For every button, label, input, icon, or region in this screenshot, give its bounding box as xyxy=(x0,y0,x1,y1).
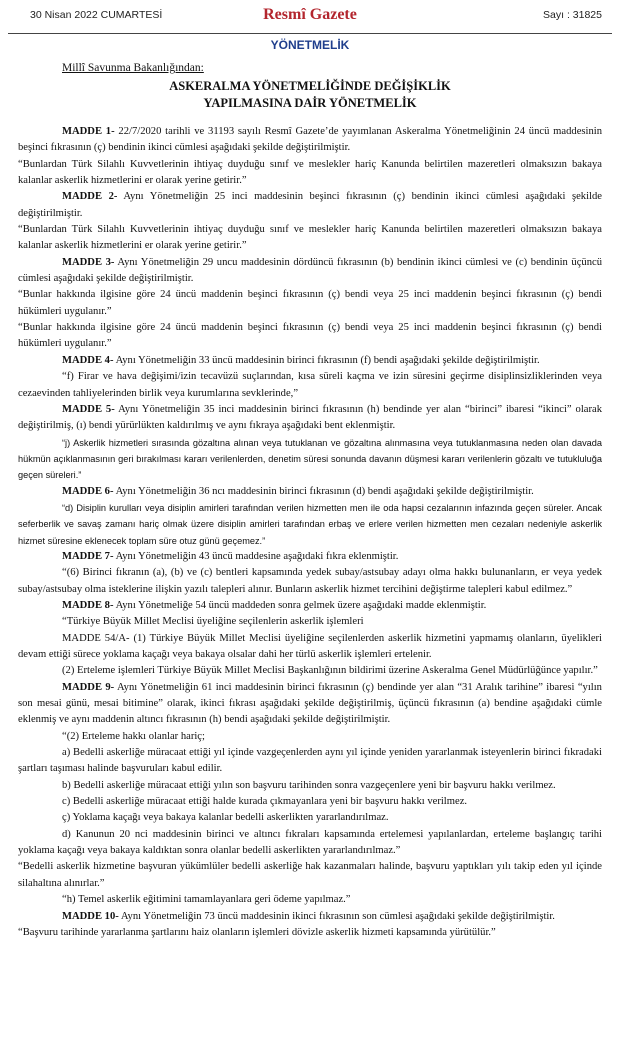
article-label: MADDE 4- xyxy=(62,354,114,366)
article-label: MADDE 7- xyxy=(62,550,114,562)
publication-date: 30 Nisan 2022 CUMARTESİ xyxy=(30,9,163,21)
article-paragraph: MADDE 3- Aynı Yönetmeliğin 29 uncu maddesinin dördüncü fıkrasının (b) bendinin ikinci cümlesi ve (c) bendinin üçüncü cümlesi aşağıdaki şekilde değiştirilmiştir. xyxy=(18,256,603,285)
regulation-title-line-2: YAPILMASINA DAİR YÖNETMELİK xyxy=(203,96,417,110)
article-paragraph: MADDE 2- Aynı Yönetmeliğin 25 inci maddesinin beşinci fıkrasının (ç) bendinin ikinci cümlesi aşağıdaki şekilde değiştirilmiştir. xyxy=(18,191,602,219)
article-paragraph: MADDE 6- Aynı Yönetmeliğin 36 ncı maddesinin birinci fıkrasının (d) bendi aşağıdaki şekilde değiştirilmiştir. xyxy=(62,485,534,497)
ministry-name: Millî Savunma Bakanlığından: xyxy=(62,62,204,74)
quoted-paragraph: “Bunlardan Türk Silahlı Kuvvetlerinin ihtiyaç duyduğu sınıf ve meslekler hariç Kanunda belirtilen mazeretleri olmaksızın bakaya kalanlar askerlik hizmetlerini er olarak yerine getirir.” xyxy=(18,224,602,252)
issue-number: Sayı : 31825 xyxy=(543,9,602,21)
quoted-paragraph: MADDE 54/A- (1) Türkiye Büyük Millet Meclisi üyeliğine seçilenlerden askerlik hizmetini yapmamış olanların, üyelikleri devam ettiği sürece yoklama kaçağı veya bakaya olsalar dahi her türlü askerlik işlemleri ertelenir. xyxy=(18,632,602,660)
quoted-paragraph: “Başvuru tarihinde yararlanma şartlarını haiz olanların işlemleri dövizle askerlik hizmeti kapsamında yürütülür.” xyxy=(18,926,496,938)
quoted-paragraph: “(6) Birinci fıkranın (a), (b) ve (c) bentleri kapsamında yedek subay/astsubay adayı olma hakkı bulunanların, er veya yedek subay/astsubay olma isteklerine ilişkin yazılı talepleri alınır. Bunların askerlik hizmet tercihini değiştirme talepleri kabul edilmez.” xyxy=(18,567,602,595)
article-paragraph: MADDE 4- Aynı Yönetmeliğin 33 üncü maddesinin birinci fıkrasının (f) bendi aşağıdaki şekilde değiştirilmiştir. xyxy=(62,354,540,366)
article-label: MADDE 8- xyxy=(62,599,114,611)
list-item: ç) Yoklama kaçağı veya bakaya kalanlar bedelli askerlikten yararlandırılmaz. xyxy=(62,812,389,824)
quoted-paragraph: “j) Askerlik hizmetleri sırasında gözaltına alınan veya tutuklanan ve gözaltına alınmasına veya tutuklanmasına neden olan davada hükmün açıklanmasının geri bırakılması kararı verilenlerden, denetim süresi sonunda davanın düşmesi kararı verilenlerin gözaltı ve tutukluluğa geçen süreleri.” xyxy=(18,437,602,481)
article-paragraph: MADDE 1- 22/7/2020 tarihli ve 31193 sayılı Resmî Gazete’de yayımlanan Askeralma Yönetmeliğinin 24 üncü maddesinin beşinci fıkrasının (ç) bendinin ikinci cümlesi aşağıdaki şekilde değiştirilmiştir. xyxy=(18,126,603,154)
article-label: MADDE 3- xyxy=(62,256,115,268)
article-paragraph: MADDE 7- Aynı Yönetmeliğin 43 üncü maddesine aşağıdaki fıkra eklenmiştir. xyxy=(62,550,399,562)
article-label: MADDE 10- xyxy=(62,910,119,922)
quoted-paragraph: “Bunlar hakkında ilgisine göre 24 üncü maddenin beşinci fıkrasının (ç) bendi veya 25 inci maddenin beşinci fıkrasının (ç) bendi hükümleri uygulanır.” xyxy=(18,289,602,317)
page-header xyxy=(0,6,620,28)
gazette-name: Resmî Gazete xyxy=(263,6,357,23)
article-paragraph: MADDE 9- Aynı Yönetmeliğin 61 inci maddesinin birinci fıkrasının (ç) bendinde yer alan “31 Aralık tarihine” ibaresi “yılın son mesai günü, mesai bitimine” olarak, ikinci fıkrası aşağıdaki şekilde değiştirilmiş, üçüncü fıkrasının (a) bendine aşağıdaki cümle eklenmiş ve aynı maddenin altıncı fıkrasının (h) bendi aşağıdaki şekilde değiştirilmiştir. xyxy=(18,681,602,726)
list-item: b) Bedelli askerliğe müracaat ettiği yılın son başvuru tarihinden sonra vazgeçenlere yeni bir başvuru hakkı verilmez. xyxy=(62,779,556,791)
article-paragraph: MADDE 8- Aynı Yönetmeliğe 54 üncü maddeden sonra gelmek üzere aşağıdaki madde eklenmiştir. xyxy=(62,599,487,611)
list-item: d) Kanunun 20 nci maddesinin birinci ve altıncı fıkraları kapsamında ertelemesi yapılanlardan, erteleme başlangıç tarihi yoklama kaçağı veya bakaya kaldıktan sonra olanlar bedelli askerlikten yararlandırılmaz.” xyxy=(18,828,602,857)
article-label: MADDE 2- xyxy=(62,191,118,203)
article-label: MADDE 6- xyxy=(62,485,114,497)
article-label: MADDE 1- xyxy=(62,126,115,137)
quoted-paragraph: “Türkiye Büyük Millet Meclisi üyeliğine seçilenlerin askerlik işlemleri xyxy=(62,616,364,628)
quoted-paragraph: “Bedelli askerlik hizmetine başvuran yükümlüler bedelli askerliğe hak kazanmaları halinde, başvuru yaptıkları yılı takip eden yıl içinde silahaltına alınırlar.” xyxy=(18,861,602,889)
list-item: c) Bedelli askerliğe müracaat ettiği halde kurada çıkmayanlara yeni bir başvuru hakkı verilmez. xyxy=(62,796,468,808)
quoted-paragraph: “Bunlardan Türk Silahlı Kuvvetlerinin ihtiyaç duyduğu sınıf ve meslekler hariç Kanunda belirtilen mazeretleri olmaksızın bakaya kalanlar askerlik hizmetlerini er olarak yerine getirir.” xyxy=(18,158,602,187)
article-paragraph: MADDE 10- Aynı Yönetmeliğin 73 üncü maddesinin ikinci fıkrasının son cümlesi aşağıdaki şekilde değiştirilmiştir. xyxy=(62,910,555,922)
section-title: YÖNETMELİK xyxy=(270,38,350,52)
quoted-paragraph: “Bunlar hakkında ilgisine göre 24 üncü maddenin beşinci fıkrasının (ç) bendi veya 25 inci maddenin beşinci fıkrasının (ç) bendi hükümleri uygulanır.” xyxy=(18,322,602,350)
quoted-paragraph: “h) Temel askerlik eğitimini tamamlayanlara geri ödeme yapılmaz.” xyxy=(62,894,351,906)
regulation-title-line-1: ASKERALMA YÖNETMELİĞİNDE DEĞİŞİKLİK xyxy=(169,79,451,93)
list-item: a) Bedelli askerliğe müracaat ettiği yıl içinde vazgeçenlerden aynı yıl içinde yeniden yararlanmak isteyenlerin birinci fıkradaki şartları taşıması halinde başvuruları kabul edilir. xyxy=(18,747,602,775)
quoted-paragraph: (2) Erteleme işlemleri Türkiye Büyük Millet Meclisi Başkanlığının bildirimi üzerine Askeralma Genel Müdürlüğünce yapılır.” xyxy=(62,665,598,677)
article-paragraph: MADDE 5- Aynı Yönetmeliğin 35 inci maddesinin birinci fıkrasının (h) bendinde yer alan “birinci” ibaresi “ikinci” olarak değiştirilmiş, (ı) bendi yürürlükten kaldırılmış ve aynı fıkraya aşağıdaki bent eklenmiştir. xyxy=(18,403,602,432)
document-body xyxy=(18,124,602,941)
quoted-paragraph: “(2) Erteleme hakkı olanlar hariç; xyxy=(62,730,205,742)
regulation-title xyxy=(0,78,620,112)
header-divider xyxy=(8,33,612,34)
article-label: MADDE 9- xyxy=(62,681,115,693)
article-label: MADDE 5- xyxy=(62,403,115,415)
quoted-paragraph: “f) Firar ve hava değişimi/izin tecavüzü suçlarından, kısa süreli kaçma ve izin süresini geçirme disiplinsizliklerinden veya cezaevinden tahliyelerinden birlik veya kurumlarına sevklerinde,” xyxy=(18,371,602,399)
quoted-paragraph: “d) Disiplin kurulları veya disiplin amirleri tarafından verilen hizmetten men ile oda hapsi cezalarının infazında geçen süreler. Ancak seferberlik ve savaş zamanı hariç olmak üzere disiplin amirleri tarafından erbaş ve erlere verilen hizmetten men cezaları nedeniyle askerlik hizmet süresine eklenecek toplam süre otuz günü geçemez.” xyxy=(18,502,602,546)
